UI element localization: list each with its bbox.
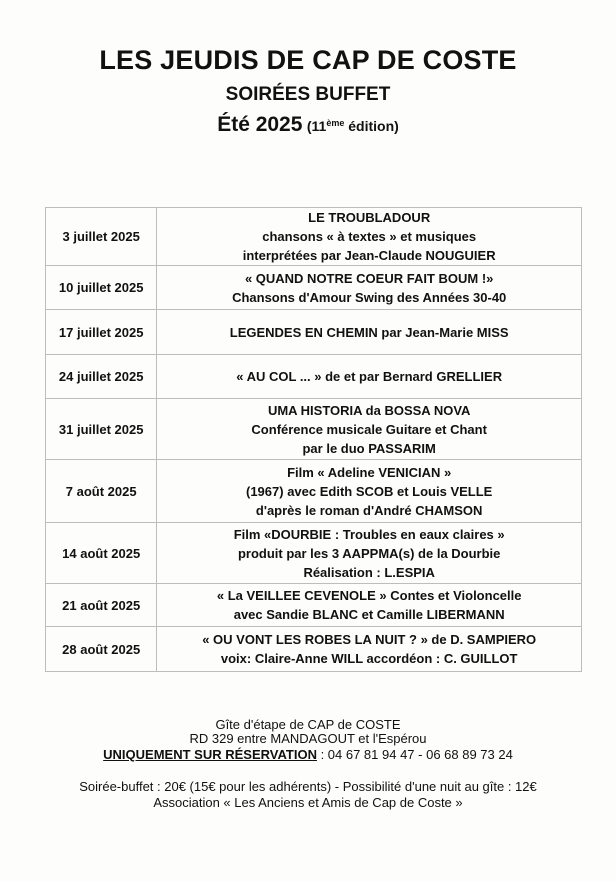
page-subtitle: SOIRÉES BUFFET bbox=[225, 84, 391, 105]
event-date: 7 août 2025 bbox=[46, 460, 157, 523]
event-date: 31 juillet 2025 bbox=[46, 399, 157, 460]
edition-label: (11ème édition) bbox=[306, 118, 399, 134]
event-line: Conférence musicale Guitare et Chant bbox=[251, 421, 487, 437]
program-row bbox=[46, 460, 582, 523]
program-row bbox=[46, 208, 582, 266]
season-edition bbox=[0, 112, 616, 140]
event-description bbox=[157, 523, 582, 584]
event-date: 10 juillet 2025 bbox=[46, 266, 157, 310]
event-line: LE TROUBLADOUR bbox=[308, 210, 431, 225]
event-description bbox=[157, 460, 582, 523]
program-row bbox=[46, 627, 582, 672]
event-line: interprétées par Jean-Claude NOUGUIER bbox=[242, 248, 496, 263]
reservation-line bbox=[0, 747, 616, 763]
page-title: LES JEUDIS DE CAP DE COSTE bbox=[99, 45, 517, 75]
program-row bbox=[46, 266, 582, 310]
reservation-phones: : 04 67 81 94 47 - 06 68 89 73 24 bbox=[316, 747, 513, 762]
season-label: Été 2025 bbox=[217, 113, 303, 136]
event-date: 17 juillet 2025 bbox=[46, 310, 157, 355]
event-line: UMA HISTORIA da BOSSA NOVA bbox=[267, 402, 471, 418]
event-line: avec Sandie BLANC et Camille LIBERMANN bbox=[233, 607, 505, 622]
event-line: d'après le roman d'André CHAMSON bbox=[255, 502, 483, 518]
event-line: « OU VONT LES ROBES LA NUIT ? » de D. SAMPIERO bbox=[202, 632, 537, 647]
event-date: 21 août 2025 bbox=[46, 584, 157, 627]
association-name: Association « Les Anciens et Amis de Cap de Coste » bbox=[153, 795, 463, 810]
reservation-label: UNIQUEMENT SUR RÉSERVATION bbox=[103, 747, 317, 762]
event-line: Film « Adeline VENICIAN » bbox=[287, 464, 452, 480]
program-table bbox=[45, 207, 582, 672]
event-date: 14 août 2025 bbox=[46, 523, 157, 584]
program-row bbox=[46, 523, 582, 584]
event-line: (1967) avec Edith SCOB et Louis VELLE bbox=[246, 483, 493, 499]
event-line: Chansons d'Amour Swing des Années 30-40 bbox=[232, 289, 507, 305]
event-line: Réalisation : L.ESPIA bbox=[303, 564, 435, 580]
event-description bbox=[157, 584, 582, 627]
event-line: « AU COL ... » de et par Bernard GRELLIER bbox=[236, 369, 503, 384]
program-row bbox=[46, 355, 582, 399]
event-date: 28 août 2025 bbox=[46, 627, 157, 672]
event-date: 3 juillet 2025 bbox=[46, 208, 157, 266]
program-row bbox=[46, 584, 582, 627]
event-line: voix: Claire-Anne WILL accordéon : C. GUILLOT bbox=[220, 651, 518, 666]
price-info: Soirée-buffet : 20€ (15€ pour les adhérents) - Possibilité d'une nuit au gîte : 12€ bbox=[79, 779, 537, 794]
event-description bbox=[157, 310, 582, 355]
event-line: chansons « à textes » et musiques bbox=[262, 229, 477, 244]
event-description bbox=[157, 399, 582, 460]
program-row bbox=[46, 399, 582, 460]
event-description bbox=[157, 208, 582, 266]
event-description bbox=[157, 355, 582, 399]
event-line: par le duo PASSARIM bbox=[302, 440, 436, 456]
event-date: 24 juillet 2025 bbox=[46, 355, 157, 399]
event-line: produit par les 3 AAPPMA(s) de la Dourbie bbox=[237, 545, 501, 561]
event-description bbox=[157, 266, 582, 310]
event-line: « QUAND NOTRE COEUR FAIT BOUM !» bbox=[244, 270, 494, 286]
venue-name: Gîte d'étape de CAP de COSTE bbox=[215, 717, 401, 732]
event-line: Film «DOURBIE : Troubles en eaux claires » bbox=[233, 526, 505, 542]
event-line: LEGENDES EN CHEMIN par Jean-Marie MISS bbox=[229, 324, 509, 340]
event-description bbox=[157, 627, 582, 672]
venue-road: RD 329 entre MANDAGOUT et l'Espérou bbox=[189, 731, 427, 746]
event-line: « La VEILLEE CEVENOLE » Contes et Violoncelle bbox=[216, 588, 522, 603]
program-row bbox=[46, 310, 582, 355]
